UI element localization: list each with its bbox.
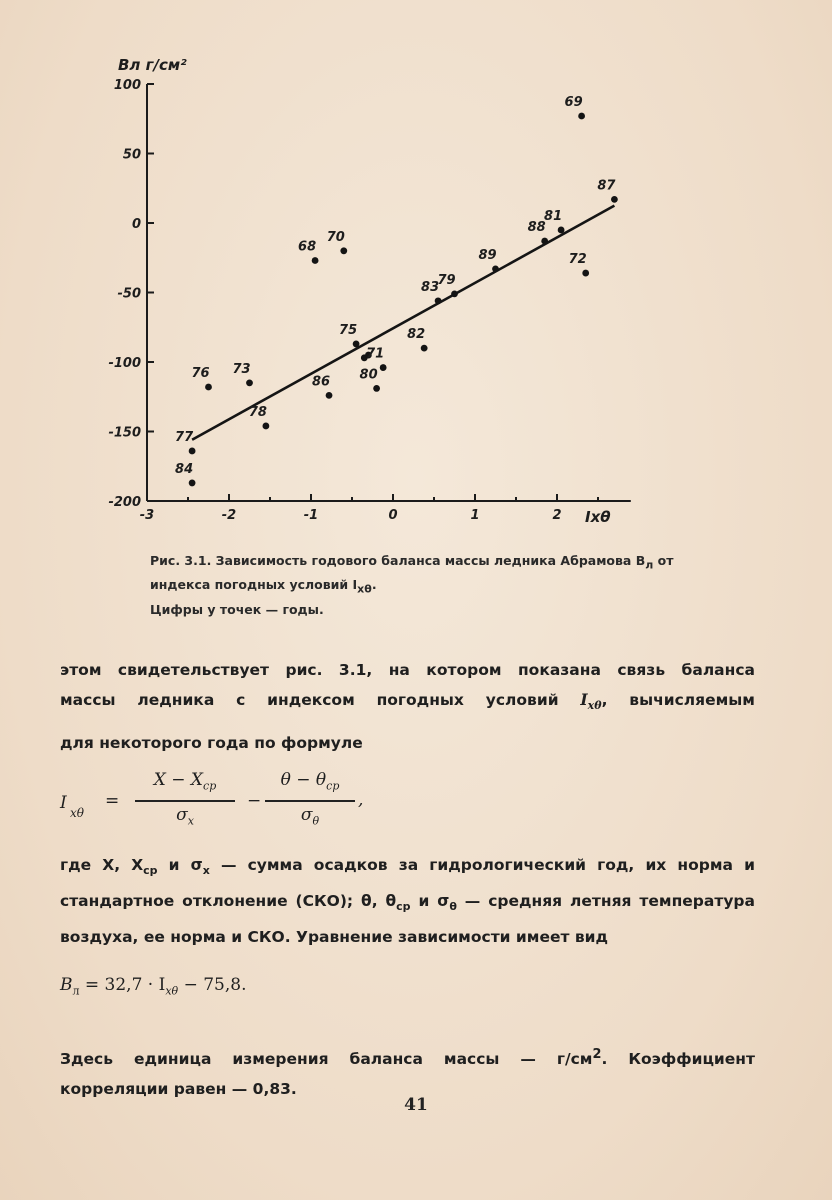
data-point: [451, 290, 458, 297]
paragraph-2: где X, $X_{ср}$ и $\sigma_x$ — сумма осадков за гидрологический год, их норма и стандартное отклонение (СКО); θ, $\theta_{ср}$ и $\sigma_\theta$ — средняя летняя температура воздуха, ее норма и СКО. Уравнение зависимости имеет вид: [60, 856, 755, 947]
x-tick-label: 1: [470, 508, 480, 523]
data-point: [246, 379, 253, 386]
data-point: [205, 384, 212, 391]
data-point: [189, 448, 196, 455]
data-point-label: 81: [544, 208, 563, 224]
data-point-label: 79: [437, 272, 456, 288]
paragraph-1-line-1: этом свидетельствует рис. 3.1, на котором показана связь баланса: [60, 661, 755, 679]
data-point-label: 73: [232, 361, 251, 377]
paragraph-3: Здесь единица измерения баланса массы — $г/см^2$. Коэффициент корреляции равен — 0,83.: [60, 1047, 755, 1099]
data-point: [189, 480, 196, 487]
data-point: [611, 196, 618, 203]
data-point: [340, 247, 347, 254]
data-point-label: 80: [359, 367, 378, 383]
data-point-label: 89: [478, 247, 497, 263]
regression-equation: $B_л = 32,7 \cdot I_{x\theta} - 75,8$.: [60, 975, 247, 998]
data-point-label: 69: [564, 94, 583, 110]
fraction-bar-2: [265, 800, 355, 802]
data-point: [578, 113, 585, 120]
chart-axes: [108, 78, 630, 523]
paragraph-1-line-3: для некоторого года по формуле: [60, 734, 363, 752]
data-point: [541, 238, 548, 245]
data-point: [435, 297, 442, 304]
data-point: [373, 385, 380, 392]
page-number: 41: [404, 1095, 428, 1115]
fraction-bar-1: [135, 800, 235, 802]
data-point-label: 68: [298, 239, 317, 255]
data-point-label: 77: [175, 429, 194, 445]
data-point: [380, 364, 387, 371]
y-tick-label: -100: [108, 356, 141, 371]
y-axis-title: Bл г/см²: [118, 56, 187, 74]
y-tick-label: -200: [108, 495, 141, 510]
data-point: [582, 270, 589, 277]
paragraph-1-line-2: массы ледника с индексом погодных условий $I_{x\theta}$, вычисляемым: [60, 690, 755, 713]
data-points: [175, 95, 618, 486]
data-point: [326, 392, 333, 399]
data-point: [263, 423, 270, 430]
y-tick-label: 100: [113, 78, 141, 93]
data-point-label: 88: [527, 220, 546, 236]
x-tick-label: -1: [303, 508, 319, 523]
data-point-label: 75: [339, 322, 358, 338]
data-point: [558, 227, 565, 234]
data-point: [353, 341, 360, 348]
x-tick-label: -3: [139, 508, 155, 523]
x-tick-label: 2: [552, 508, 562, 523]
data-point: [492, 265, 499, 272]
data-point-label: 72: [568, 252, 587, 268]
data-point: [312, 257, 319, 264]
data-point: [421, 345, 428, 352]
x-tick-label: -2: [221, 508, 237, 523]
y-tick-label: 50: [122, 147, 141, 163]
x-axis-title: Iхθ: [585, 508, 611, 526]
data-point-label: 86: [311, 374, 331, 390]
scatter-chart: [0, 0, 832, 540]
y-tick-label: -150: [108, 425, 141, 441]
data-point-label: 84: [175, 461, 194, 477]
data-point-label: 70: [326, 229, 345, 245]
x-tick-label: 0: [388, 508, 398, 523]
figure-caption: Рис. 3.1. Зависимость годового баланса массы ледника Абрамова $B_л$ от индекса погодных условий $I_{x\theta}$.: [150, 553, 674, 595]
y-tick-label: 0: [131, 217, 141, 232]
data-point-label: 82: [407, 327, 426, 343]
figure-note: Цифры у точек — годы.: [150, 602, 324, 617]
data-point-label: 83: [421, 279, 440, 295]
data-point-label: 76: [191, 366, 210, 382]
data-point-label: 87: [597, 178, 616, 194]
data-point-label: 78: [248, 404, 267, 420]
data-point-label: 71: [366, 346, 385, 362]
y-tick-label: -50: [117, 286, 141, 302]
